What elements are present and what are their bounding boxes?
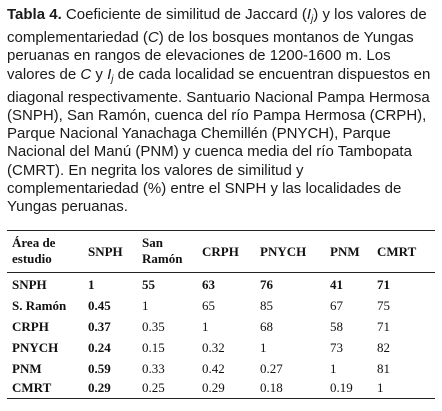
table-cell: 71	[377, 277, 390, 292]
table-cell: 0.42	[202, 361, 225, 376]
header-san-ramon	[142, 235, 182, 267]
table-cell: 81	[377, 361, 390, 376]
table-cell: 0.15	[142, 340, 165, 355]
table-cell: 0.25	[142, 380, 165, 395]
table-cell: 0.24	[88, 340, 111, 355]
caption-label: Tabla 4.	[7, 6, 62, 23]
table-cell: 68	[260, 319, 273, 334]
table-cell: 1	[142, 298, 149, 313]
table-cell: 0.33	[142, 361, 165, 376]
table-cell: 0.18	[260, 380, 283, 395]
caption-I-symbol: I	[306, 6, 312, 23]
table-cell: 0.29	[88, 380, 111, 395]
table-cell: 58	[330, 319, 343, 334]
caption-j-subscript-2: j	[111, 73, 114, 85]
row-name: CMRT	[12, 380, 52, 395]
header-area	[12, 235, 55, 267]
table-cell: 82	[377, 340, 390, 355]
table-cell: 1	[202, 319, 209, 334]
header-san-ramon-line1: San	[142, 235, 163, 250]
table-cell: 76	[260, 277, 273, 292]
table-cell: 0.32	[202, 340, 225, 355]
row-name: S. Ramón	[12, 298, 67, 313]
table-cell: 67	[330, 298, 343, 313]
row-name: PNYCH	[12, 340, 59, 355]
table-cell: 0.45	[88, 298, 111, 313]
header-san-ramon-line2: Ramón	[142, 251, 183, 266]
table-cell: 73	[330, 340, 343, 355]
header-area-line1: Área de	[12, 235, 56, 250]
header-pnych: PNYCH	[260, 244, 307, 259]
table-cell: 0.19	[330, 380, 353, 395]
caption-j-subscript: j	[311, 14, 314, 25]
table-cell: 41	[330, 277, 343, 292]
table-cell: 0.59	[88, 361, 111, 376]
table-cell: 1	[260, 340, 267, 355]
row-name: CRPH	[12, 319, 49, 334]
caption-text-4: y	[91, 65, 108, 83]
caption-text-2: ) y los valores de complementariedad (	[7, 6, 427, 47]
header-snph: SNPH	[88, 244, 123, 259]
header-crph: CRPH	[202, 244, 239, 259]
caption-text-5: de cada localidad se encuentran dispuestos en diagonal respectivamente. Santuario Nacional Pampa Hermosa (SNPH), San Ramón, cuenca del río Pampa Hermosa (CRPH), Parque Nacional Yanachaga Chemillén (PNYCH), Parque Nacional del Manú (PNM) y cuenca media del río Tambopata (CMRT). En negrita los valores de similitud y complementariedad (%) entre el SNPH y las localidades de Yungas peruanas.	[7, 65, 431, 216]
table-cell: 0.29	[202, 380, 225, 395]
table-cell: 75	[377, 298, 390, 313]
table-cell: 0.35	[142, 319, 165, 334]
table-cell: 71	[377, 319, 390, 334]
caption-C-symbol-2: C	[80, 65, 92, 83]
header-area-line2: estudio	[12, 251, 52, 266]
caption-text-3: ) de los bosques montanos de Yungas peruanas en rangos de elevaciones de 1200-1600 m. Los valores de	[7, 29, 414, 83]
caption-I-symbol-2: I	[107, 65, 112, 83]
table-cell: 0.37	[88, 319, 111, 334]
table-cell: 0.27	[260, 361, 283, 376]
row-name: PNM	[12, 361, 42, 376]
table-cell: 55	[142, 277, 155, 292]
header-cmrt: CMRT	[377, 244, 417, 259]
table-cell: 65	[202, 298, 215, 313]
table-cell: 85	[260, 298, 273, 313]
caption-text-1: Coeficiente de similitud de Jaccard (	[61, 6, 307, 23]
table-cell: 1	[377, 380, 384, 395]
table-cell: 1	[88, 277, 95, 292]
caption-C-symbol: C	[147, 29, 159, 47]
table-cell: 1	[330, 361, 337, 376]
row-name: SNPH	[12, 277, 47, 292]
table-cell: 63	[202, 277, 215, 292]
header-pnm: PNM	[330, 244, 360, 259]
